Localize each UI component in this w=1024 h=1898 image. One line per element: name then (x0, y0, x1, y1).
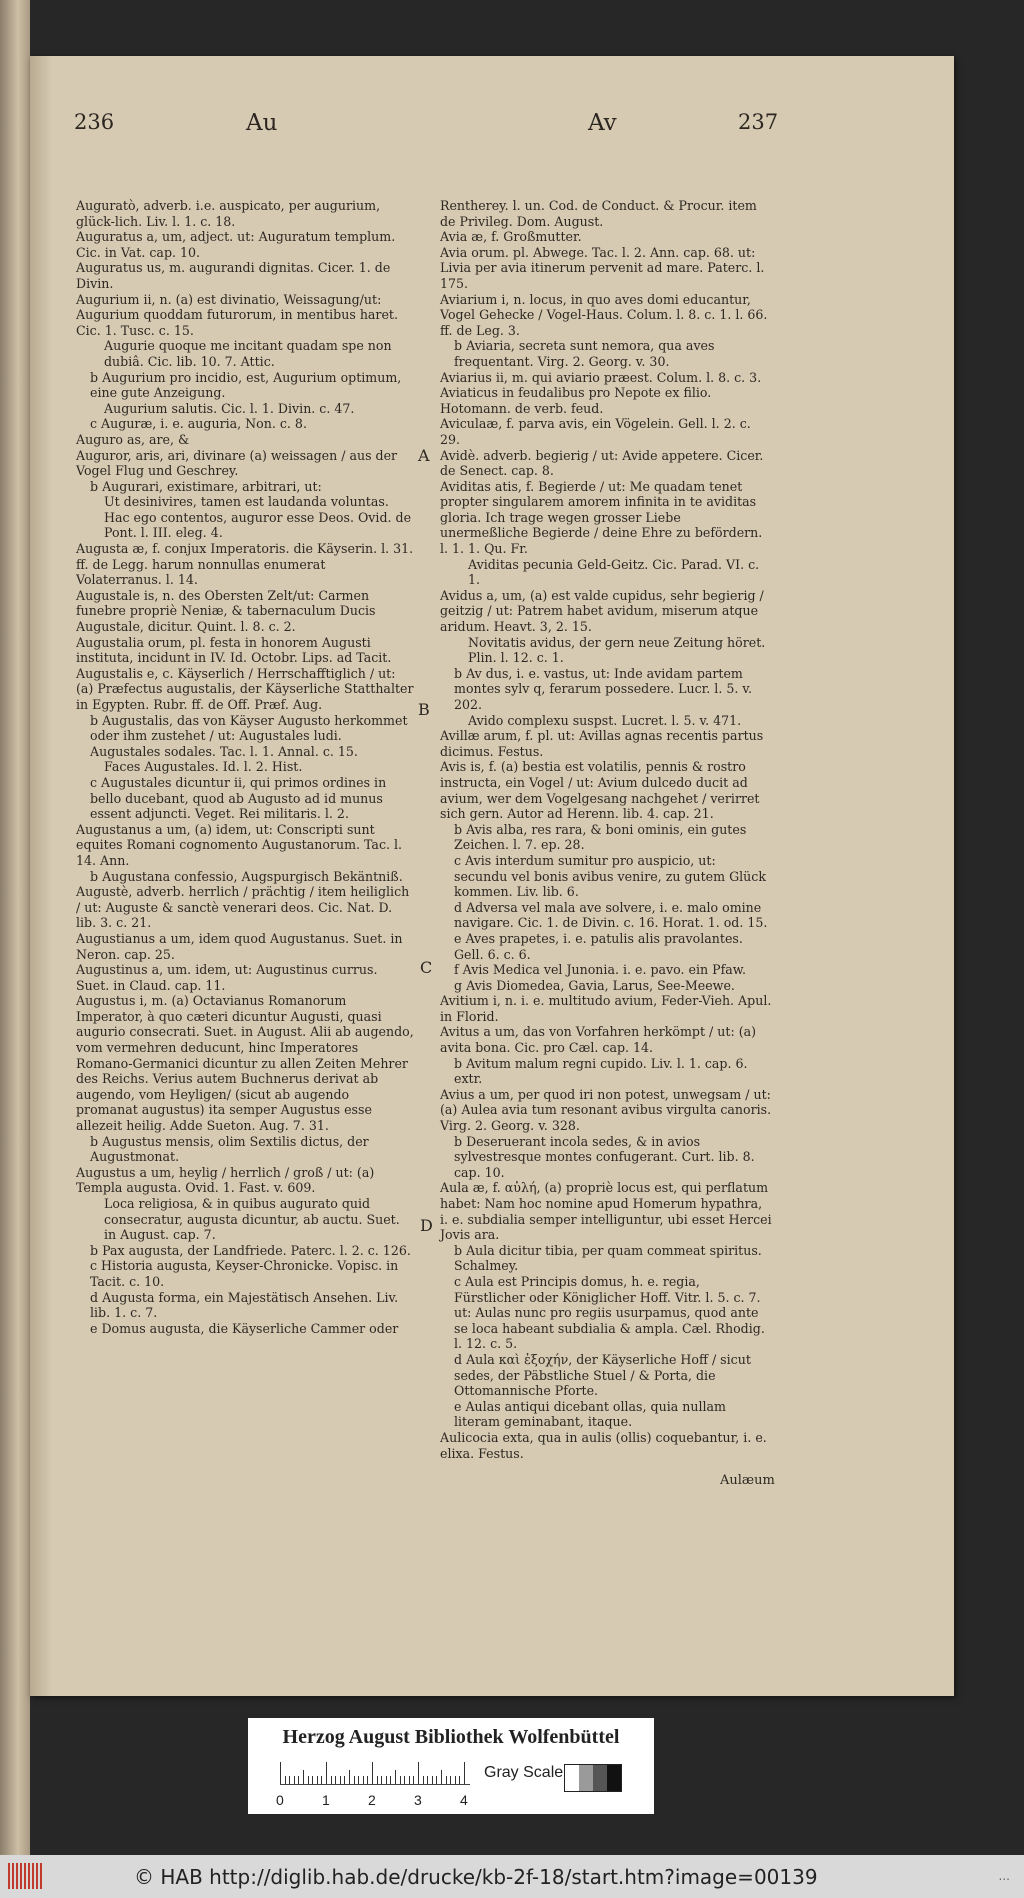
dictionary-entry: Avitium i, n. i. e. multitudo avium, Feder-Vieh. Apul. in Florid. (440, 993, 772, 1024)
entry-subsense: b Augurari, existimare, arbitrari, ut: (90, 478, 322, 494)
ruler-tick (321, 1776, 322, 1784)
dictionary-entry: Avidus a, um, (a) est valde cupidus, sehr begierig / geitzig / ut: Patrem habet avidum, miserum atque aridum. Heavt. 3, 2. 15. (440, 587, 764, 635)
left-page-number: 236 (74, 110, 115, 134)
dictionary-entry: Avia æ, f. Großmutter. (440, 229, 582, 245)
ruler-tick (423, 1776, 424, 1784)
color-reference-card (248, 1718, 654, 1814)
ruler-tick (459, 1776, 460, 1784)
entry-subsense: c Augustales dicuntur ii, qui primos ordines in bello ducebant, quod ab Augusto ad id munus essent adjuncti. Veget. Rei militaris. l. 2. (90, 774, 387, 822)
ruler-tick (335, 1776, 336, 1784)
entry-subsense: c Auguræ, i. e. auguria, Non. c. 8. (90, 416, 307, 432)
entry-subsense: b Av dus, i. e. vastus, ut: Inde avidam partem montes sylv q, ferarum possedere. Lucr. l. 5. v. 202. (454, 665, 752, 712)
ruler-tick (377, 1776, 378, 1784)
dictionary-entry: Augustalis e, c. Käyserlich / Herrschafftiglich / ut: (a) Præfectus augustalis, der Käyserliche Statthalter in Egypten. Rubr. ff. de Off. Præf. Aug. (76, 665, 414, 712)
ruler-tick (344, 1776, 345, 1784)
entry-subsense: b Deseruerant incola sedes, & in avios sylvestresque montes confugerant. Curt. lib. 8. cap. 10. (454, 1133, 755, 1180)
ruler-tick (464, 1762, 465, 1784)
dictionary-entry: Augustale is, n. des Obersten Zelt/ut: Carmen funebre propriè Neniæ, & tabernaculum Ducis Augustale, dicitur. Quint. l. 8. c. 2. (76, 587, 376, 635)
dictionary-entry: Auguratus a, um, adject. ut: Auguratum templum. Cic. in Vat. cap. 10. (76, 229, 396, 260)
ruler-tick (409, 1776, 410, 1784)
dictionary-entry: Aulicocia exta, qua in aulis (ollis) coquebantur, i. e. elixa. Festus. (440, 1429, 767, 1461)
ruler-tick (358, 1776, 359, 1784)
ruler-tick (298, 1776, 299, 1784)
ruler-tick (312, 1776, 313, 1784)
ruler-tick (317, 1776, 318, 1784)
ruler-tick (418, 1762, 419, 1784)
more-icon[interactable]: ... (998, 1869, 1010, 1883)
ruler-number: 0 (276, 1792, 284, 1808)
entry-subsense: f Avis Medica vel Junonia. i. e. pavo. ein Pfaw. (454, 962, 747, 978)
entry-subsense: c Aula est Principis domus, h. e. regia, Fürstlicher oder Königlicher Hoff. Vitr. l. 5. c. 7. ut: Aulas nunc pro regiis usurpamus, quod ante se loca habeant subdialia & ampla. Cæl. Rhodig. l. 12. c. 5. (454, 1273, 765, 1352)
ruler-tick (427, 1776, 428, 1784)
ruler-tick (280, 1762, 281, 1784)
dictionary-entry: Aviditas atis, f. Begierde / ut: Me quadam tenet propter singularem amorem infinita in te aviditas gloria. Ich trage wegen grosser Liebe unermeßliche Begierde / deine Ehre zu befördern. l. 1. 1. Qu. Fr. (440, 478, 763, 557)
ruler-tick (446, 1776, 447, 1784)
right-running-head: Av (588, 110, 617, 136)
viewer-footer (0, 1855, 1024, 1898)
entry-subsense: b Augustus mensis, olim Sextilis dictus, der Augustmonat. (90, 1133, 369, 1165)
ruler-tick (436, 1776, 437, 1784)
ruler-number: 3 (414, 1792, 422, 1808)
entry-quotation: Avido complexu suspst. Lucret. l. 5. v. 471. (468, 712, 742, 728)
catchword: Aulæum (720, 1473, 775, 1488)
dictionary-entry: Augustus i, m. (a) Octavianus Romanorum Imperator, à quo cæteri dicuntur Augusti, quasi augurio consecrati. Suet. in August. Alii ab augendo, vom vermehren deducunt, hinc Imperatores Romano-Germanici dicuntur zu allen Zeiten Mehrer des Reichs. Verius autem Buchnerus derivat ab augendo, vom Heyligen/ (sicut ab augendo promanat augustus) ita semper Augustus esse allezeit heilig. Adde Sueton. Aug. 7. 31. (76, 993, 414, 1134)
ruler-tick (303, 1770, 304, 1784)
right-page-number: 237 (738, 110, 779, 134)
entry-quotation: Novitatis avidus, der gern neue Zeitung höret. Plin. l. 12. c. 1. (468, 634, 766, 666)
margin-letter-b: B (418, 700, 430, 719)
left-column (76, 198, 414, 1336)
ruler-tick (455, 1776, 456, 1784)
entry-subsense: b Augustalis, das von Käyser Augusto herkommet oder ihm zustehet / ut: Augustales ludi. Augustales sodales. Tac. l. 1. Annal. c. 15. (90, 712, 408, 759)
dictionary-entry: Aula æ, f. αὐλή, (a) propriè locus est, qui perflatum habet: Nam hoc nomine apud Homerum hypathra, i. e. subdialia semper intelliguntur, ubi esset Hercei Jovis ara. (440, 1180, 772, 1243)
ruler-tick (450, 1776, 451, 1784)
ruler-tick (404, 1776, 405, 1784)
dictionary-entry: Aviarius ii, m. qui aviario præest. Colum. l. 8. c. 3. (440, 369, 762, 385)
entry-quotation: Augurium salutis. Cic. l. 1. Divin. c. 47. (104, 400, 355, 416)
ruler-number: 1 (322, 1792, 330, 1808)
dictionary-entry: Avidè. adverb. begierig / ut: Avide appetere. Cicer. de Senect. cap. 8. (440, 447, 764, 479)
ruler-tick (340, 1776, 341, 1784)
dictionary-entry: Avillæ arum, f. pl. ut: Avillas agnas recentis partus dicimus. Festus. (440, 728, 764, 759)
entry-quotation: Hac ego contentos, auguror esse Deos. Ovid. de Pont. l. III. eleg. 4. (104, 509, 412, 541)
cm-ruler (280, 1762, 470, 1785)
right-column (440, 198, 772, 1461)
entry-subsense: d Aula καὶ ἐξοχήν, der Käyserliche Hoff / sicut sedes, der Päbstliche Stuel / & Porta, die Ottomannische Pforte. (454, 1351, 751, 1399)
dictionary-entry: Auguratò, adverb. i.e. auspicato, per augurium, glück-lich. Liv. l. 1. c. 18. (76, 198, 381, 229)
entry-subsense: c Historia augusta, Keyser-Chronicke. Vopisc. in Tacit. c. 10. (90, 1258, 399, 1289)
dictionary-entry: Avia orum. pl. Abwege. Tac. l. 2. Ann. cap. 68. ut: Livia per avia itinerum pervenit ad mare. Paterc. l. 175. (440, 244, 765, 291)
dictionary-entry: Avis is, f. (a) bestia est volatilis, pennis & rostro instructa, ein Vogel / ut: Avium dulcedo ducit ad avium, wer dem Vogelgesang nachgehet / verirret sich gern. Autor ad Herenn. lib. 4. cap. 21. (440, 759, 760, 822)
barcode-icon (8, 1863, 44, 1889)
library-name: Herzog August Bibliothek Wolfenbüttel (282, 1726, 620, 1748)
dictionary-entry: Augustè, adverb. herrlich / prächtig / item heiliglich / ut: Auguste & sanctè venerari deos. Cic. Nat. D. lib. 3. c. 21. (76, 884, 410, 931)
dictionary-entry: Augustalia orum, pl. festa in honorem Augusti instituta, incidunt in IV. Id. Octobr. Lips. ad Tacit. (76, 634, 392, 666)
ruler-tick (390, 1776, 391, 1784)
dictionary-entry: Auguro as, are, & (76, 431, 190, 447)
entry-subsense: c Avis interdum sumitur pro auspicio, ut: secundu vel bonis avibus venire, zu gutem Glück kommen. Liv. lib. 6. (454, 852, 766, 900)
margin-letter-c: C (420, 958, 433, 977)
ruler-tick (400, 1776, 401, 1784)
previous-page-edge (0, 0, 30, 1855)
ruler-tick (354, 1776, 355, 1784)
dictionary-entry: Auguror, aris, ari, divinare (a) weissagen / aus der Vogel Flug und Geschrey. (76, 447, 398, 479)
ruler-tick (381, 1776, 382, 1784)
dictionary-entry: Aviarium i, n. locus, in quo aves domi educantur, Vogel Gehecke / Vogel-Haus. Colum. l. 8. c. 1. l. 66. ff. de Leg. 3. (440, 291, 768, 338)
entry-subsense: b Avitum malum regni cupido. Liv. l. 1. cap. 6. extr. (454, 1055, 748, 1087)
entry-subsense: d Augusta forma, ein Majestätisch Ansehen. Liv. lib. 1. c. 7. (90, 1289, 399, 1321)
ruler-tick (294, 1776, 295, 1784)
entry-quotation: Augurie quoque me incitant quadam spe non dubiâ. Cic. lib. 10. 7. Attic. (104, 338, 392, 369)
entry-subsense: b Aula dicitur tibia, per quam commeat spiritus. Schalmey. (454, 1242, 762, 1274)
dictionary-entry: Augustanus a um, (a) idem, ut: Conscripti sunt equites Romani cognomento Augustanorum. Tac. l. 14. Ann. (76, 821, 403, 868)
ruler-tick (326, 1762, 327, 1784)
ruler-number: 4 (460, 1792, 468, 1808)
entry-quotation: Faces Augustales. Id. l. 2. Hist. (104, 759, 303, 775)
dictionary-entry: Augustinus a, um. idem, ut: Augustinus currus. Suet. in Claud. cap. 11. (76, 962, 378, 993)
ruler-tick (432, 1776, 433, 1784)
dictionary-entry: Augusta æ, f. conjux Imperatoris. die Käyserin. l. 31. ff. de Legg. harum nonnullas enumerat Volaterranus. l. 14. (76, 541, 414, 588)
entry-quotation: Loca religiosa, & in quibus augurato quid consecratur, augusta dicuntur, ab auctu. Suet. in August. cap. 7. (104, 1196, 400, 1243)
left-running-head: Au (246, 110, 278, 136)
margin-letter-a: A (418, 446, 430, 465)
gray-scale-label: Gray Scale (484, 1764, 564, 1781)
entry-subsense: b Augustana confessio, Augspurgisch Bekäntniß. (90, 868, 403, 884)
dictionary-entry: Augustianus a um, idem quod Augustanus. Suet. in Neron. cap. 25. (76, 930, 403, 962)
ruler-tick (308, 1776, 309, 1784)
dictionary-entry: Rentherey. l. un. Cod. de Conduct. & Procur. item de Privileg. Dom. August. (440, 198, 757, 229)
entry-subsense: d Adversa vel mala ave solvere, i. e. malo omine navigare. Cic. 1. de Divin. c. 16. Horat. 1. od. 15. (454, 899, 768, 931)
dictionary-entry: Avitus a um, das von Vorfahren herkömpt / ut: (a) avita bona. Cic. pro Cæl. cap. 14. (440, 1024, 757, 1056)
ruler-tick (395, 1770, 396, 1784)
entry-subsense: b Augurium pro incidio, est, Augurium optimum, eine gute Anzeigung. (90, 369, 402, 401)
entry-quotation: Aviditas pecunia Geld-Geitz. Cic. Parad. VI. c. 1. (468, 556, 760, 588)
margin-letter-d: D (420, 1216, 433, 1235)
ruler-number: 2 (368, 1792, 376, 1808)
copyright-url[interactable]: © HAB http://diglib.hab.de/drucke/kb-2f-18/start.htm?image=00139 (134, 1865, 818, 1889)
ruler-tick (349, 1770, 350, 1784)
dictionary-entry: Avius a um, per quod iri non potest, unwegsam / ut: (a) Aulea avia tum resonant avibus virgulta canoris. Virg. 2. Georg. v. 328. (440, 1086, 772, 1134)
dictionary-entry: Aviaticus in feudalibus pro Nepote ex filio. Hotomann. de verb. feud. (440, 385, 712, 416)
ruler-tick (441, 1770, 442, 1784)
ruler-tick (386, 1776, 387, 1784)
ruler-tick (367, 1776, 368, 1784)
entry-subsense: e Domus augusta, die Käyserliche Cammer oder (90, 1320, 399, 1336)
entry-subsense: e Aulas antiqui dicebant ollas, quia nullam literam geminabant, itaque. (454, 1398, 726, 1430)
ruler-tick (285, 1776, 286, 1784)
entry-subsense: b Pax augusta, der Landfriede. Paterc. l. 2. c. 126. (90, 1242, 411, 1258)
entry-quotation: Ut desinivires, tamen est laudanda voluntas. (104, 494, 389, 510)
entry-subsense: e Aves prapetes, i. e. patulis alis pravolantes. Gell. 6. c. 6. (454, 930, 743, 962)
entry-subsense: b Aviaria, secreta sunt nemora, qua aves frequentant. Virg. 2. Georg. v. 30. (454, 338, 715, 369)
ruler-tick (331, 1776, 332, 1784)
dictionary-entry: Auguratus us, m. augurandi dignitas. Cicer. 1. de Divin. (76, 260, 391, 291)
ruler-tick (289, 1776, 290, 1784)
dictionary-entry: Aviculaæ, f. parva avis, ein Vögelein. Gell. l. 2. c. 29. (440, 416, 751, 447)
dictionary-entry: Augurium ii, n. (a) est divinatio, Weissagung/ut: Augurium quoddam futurorum, in mentibus haret. Cic. 1. Tusc. c. 15. (76, 291, 398, 338)
ruler-tick (372, 1762, 373, 1784)
ruler-tick (413, 1776, 414, 1784)
gray-scale-swatch (564, 1764, 622, 1792)
entry-subsense: g Avis Diomedea, Gavia, Larus, See-Meewe. (454, 977, 735, 993)
dictionary-entry: Augustus a um, heylig / herrlich / groß / ut: (a) Templa augusta. Ovid. 1. Fast. v. 609. (76, 1164, 375, 1196)
entry-subsense: b Avis alba, res rara, & boni ominis, ein gutes Zeichen. l. 7. ep. 28. (454, 821, 747, 853)
ruler-tick (363, 1776, 364, 1784)
